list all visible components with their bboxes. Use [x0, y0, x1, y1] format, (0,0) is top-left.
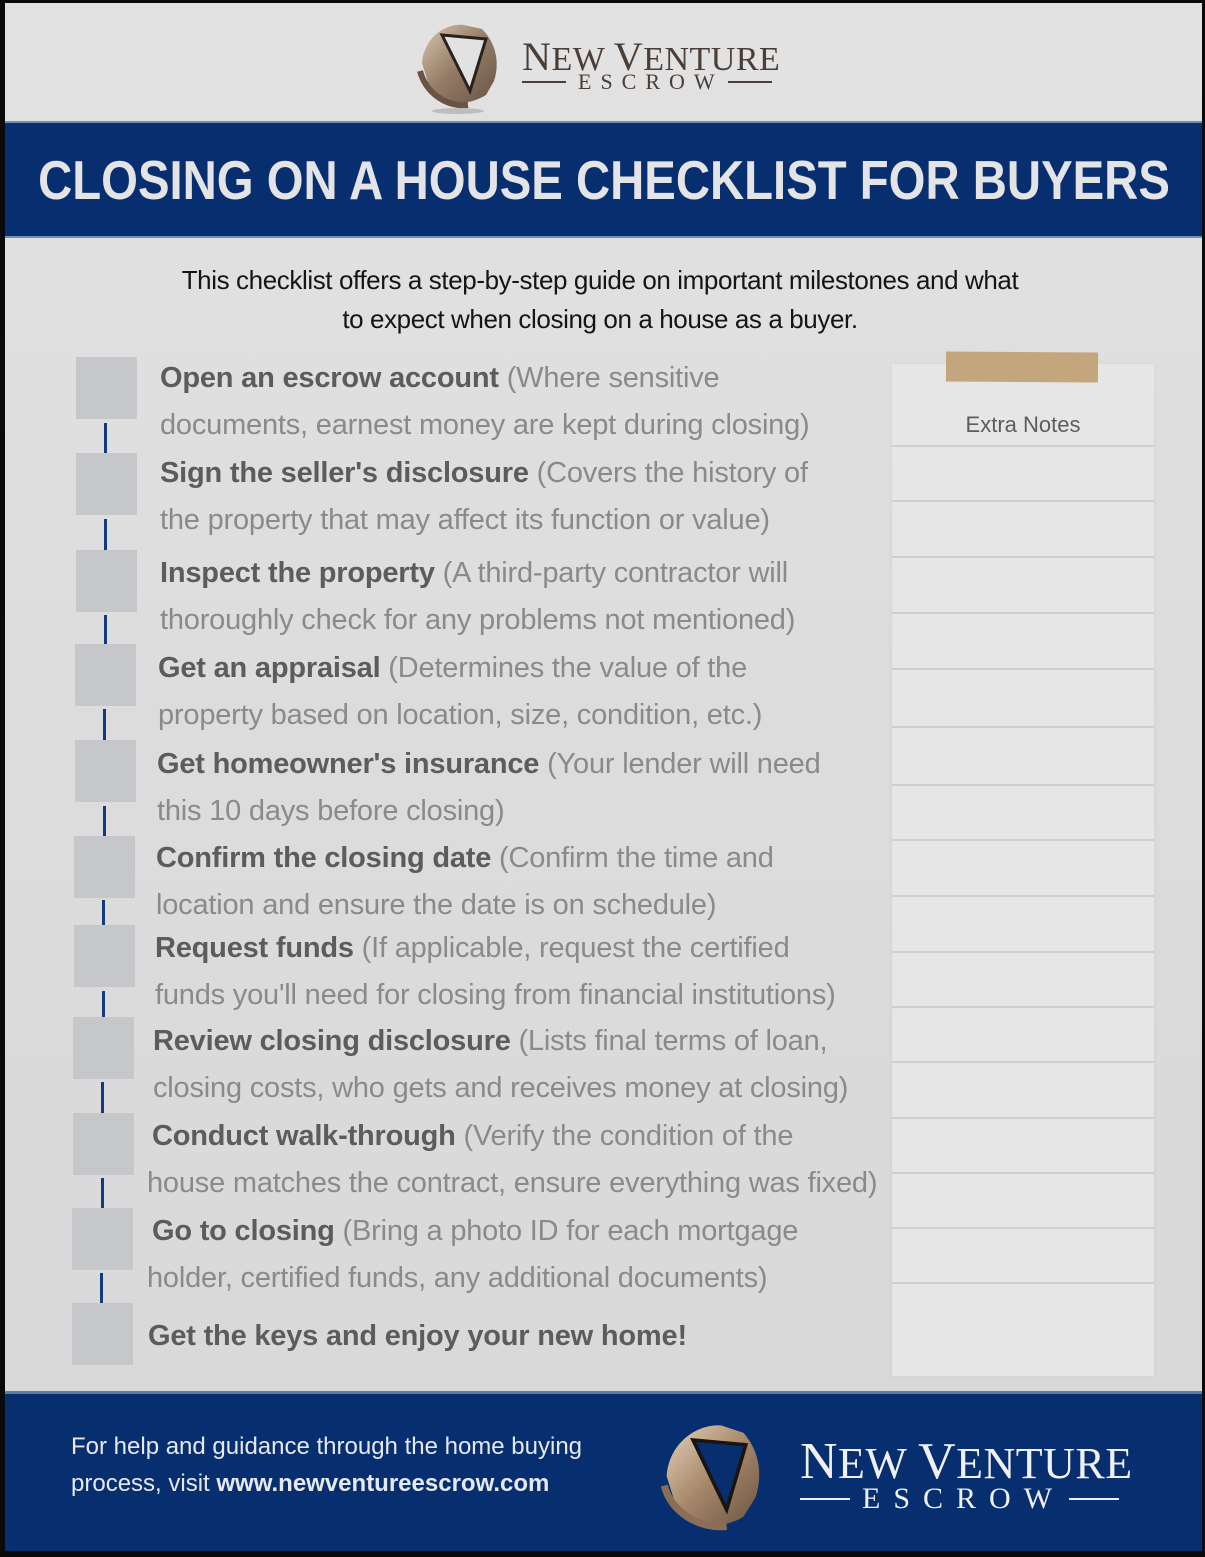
- note-line: [892, 839, 1154, 841]
- connector-line: [104, 615, 107, 647]
- brand-subtitle: ESCROW: [800, 1482, 1119, 1516]
- note-line: [892, 445, 1154, 447]
- connector-line: [101, 1178, 104, 1210]
- footer-text: [71, 1428, 641, 1502]
- brand-name: NEW VENTURE: [522, 34, 781, 79]
- intro-line-1: This checklist offers a step-by-step guide on important milestones and what: [181, 265, 1019, 295]
- connector-line: [103, 806, 106, 838]
- checkbox-10[interactable]: [72, 1208, 133, 1270]
- note-line: [892, 1282, 1154, 1284]
- checklist-item: Request funds (If applicable, request the certified funds you'll need for closing from financial institutions): [155, 932, 836, 1011]
- connector-line: [101, 1082, 104, 1114]
- note-line: [892, 1117, 1154, 1119]
- checklist-item: Get an appraisal (Determines the value of the property based on location, size, condition, etc.): [158, 652, 763, 731]
- footer-line-2: process, visit www.newventureescrow.com: [71, 1470, 550, 1497]
- checklist-page: [5, 3, 1202, 1551]
- checkbox-8[interactable]: [73, 1017, 134, 1079]
- connector-line: [104, 519, 107, 551]
- checklist-item: Confirm the closing date (Confirm the time and location and ensure the date is on schedule): [156, 842, 774, 921]
- checklist-item: Conduct walk-through (Verify the condition of the house matches the contract, ensure everything was fixed): [147, 1120, 878, 1199]
- notes-title: Extra Notes: [965, 412, 1081, 437]
- note-line: [892, 726, 1154, 728]
- note-line: [892, 895, 1154, 897]
- checklist-item: Review closing disclosure (Lists final terms of loan, closing costs, who gets and receives money at closing): [153, 1025, 849, 1104]
- tape-strip: [946, 351, 1098, 382]
- note-line: [892, 784, 1154, 786]
- checkbox-3[interactable]: [76, 550, 137, 612]
- note-line: [892, 1006, 1154, 1008]
- note-line: [892, 500, 1154, 502]
- note-line: [892, 951, 1154, 953]
- note-line: [892, 1172, 1154, 1174]
- intro-line-2: to expect when closing on a house as a buyer.: [342, 304, 858, 334]
- checklist-item: Go to closing (Bring a photo ID for each mortgage holder, certified funds, any additional documents): [147, 1215, 799, 1294]
- checkbox-2[interactable]: [76, 453, 137, 515]
- checkbox-9[interactable]: [73, 1113, 134, 1175]
- checkbox-4[interactable]: [75, 644, 136, 706]
- connector-line: [103, 709, 106, 741]
- logo-triangle-icon: [652, 1416, 770, 1536]
- footer-logo: [652, 1416, 1192, 1536]
- note-line: [892, 1227, 1154, 1229]
- checkbox-11[interactable]: [72, 1303, 133, 1365]
- website-link[interactable]: www.newventureescrow.com: [216, 1470, 550, 1497]
- note-line: [892, 612, 1154, 614]
- checklist-item: Inspect the property (A third-party contractor will thoroughly check for any problems not mentioned): [160, 557, 796, 636]
- extra-notes-panel: [892, 364, 1154, 1376]
- footer-line-1: For help and guidance through the home buying: [71, 1433, 583, 1460]
- checklist-item: Open an escrow account (Where sensitive documents, earnest money are kept during closing): [160, 362, 810, 441]
- connector-line: [100, 1273, 103, 1305]
- brand-subtitle: ESCROW: [522, 69, 772, 95]
- checkbox-1[interactable]: [76, 357, 137, 419]
- checkbox-5[interactable]: [75, 740, 136, 802]
- note-line: [892, 668, 1154, 670]
- header-logo: [412, 15, 782, 115]
- checklist-item: Get homeowner's insurance (Your lender will need this 10 days before closing): [157, 748, 821, 827]
- checkbox-6[interactable]: [74, 836, 135, 898]
- logo-triangle-icon: [412, 15, 502, 115]
- checklist-item: Get the keys and enjoy your new home!: [148, 1320, 687, 1352]
- note-line: [892, 1061, 1154, 1063]
- connector-line: [104, 423, 107, 455]
- brand-name: NEW VENTURE: [800, 1433, 1133, 1490]
- footer: [5, 1391, 1202, 1551]
- checklist-item: Sign the seller's disclosure (Covers the history of the property that may affect its function or value): [160, 457, 808, 536]
- title-banner: [5, 121, 1202, 238]
- note-line: [892, 556, 1154, 558]
- checkbox-7[interactable]: [74, 925, 135, 987]
- page-title: CLOSING ON A HOUSE CHECKLIST FOR BUYERS: [37, 148, 1170, 211]
- intro-text: [105, 261, 1095, 339]
